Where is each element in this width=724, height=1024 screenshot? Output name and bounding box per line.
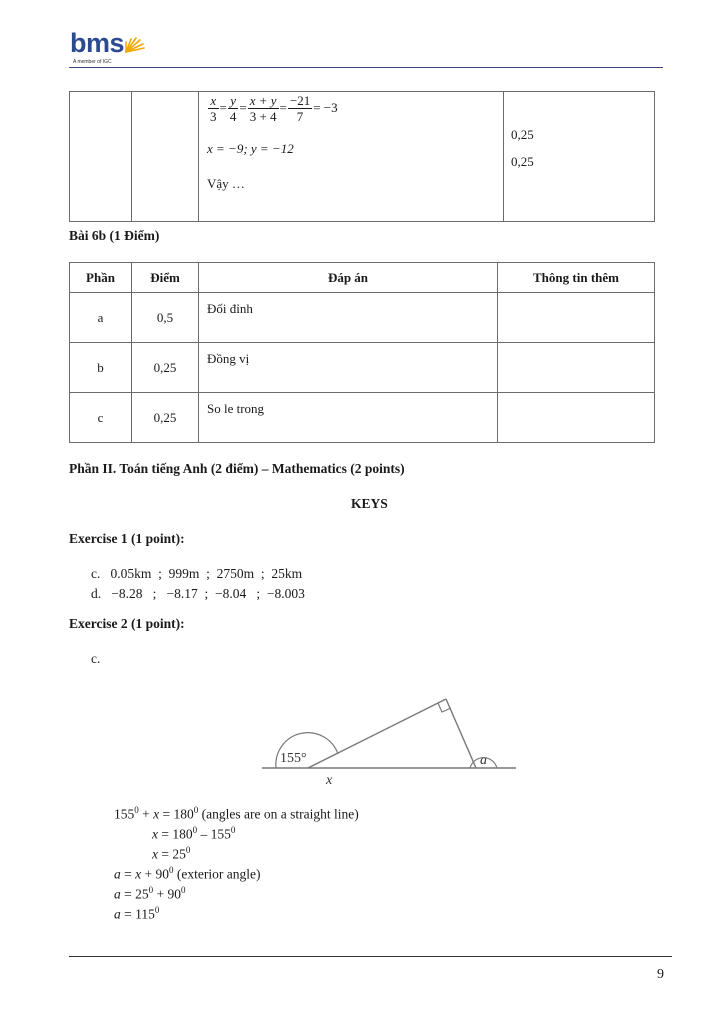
degree-sup: 0 xyxy=(193,805,199,815)
sunburst-icon xyxy=(122,30,148,56)
exercise1-heading: Exercise 1 (1 point): xyxy=(69,531,185,546)
conclusion-text: Vậy … xyxy=(207,176,245,191)
equals-sign: = xyxy=(279,99,287,115)
math-variable: x xyxy=(152,846,158,862)
degree-sup: 0 xyxy=(169,865,174,875)
math-text: = 180 xyxy=(159,806,194,822)
angle-label-x: x xyxy=(326,773,333,784)
exercise2-heading: Exercise 2 (1 point): xyxy=(69,616,185,631)
score-cell: 0,25 xyxy=(132,393,199,443)
table-cell xyxy=(132,92,199,222)
info-cell xyxy=(498,293,655,343)
answer-cell: So le trong xyxy=(199,393,498,443)
table-row xyxy=(70,92,655,222)
item-text: 0.05km ; 999m ; 2750m ; 25km xyxy=(110,566,303,581)
math-text: = 25 xyxy=(120,886,149,902)
part-cell: b xyxy=(70,343,132,393)
exercise2-item-c: c. xyxy=(91,651,101,666)
fraction-numerator: x + y xyxy=(248,94,279,109)
solution-line-6 xyxy=(114,905,159,923)
table-row xyxy=(70,393,655,443)
footer-divider xyxy=(69,956,672,957)
math-text: – 155 xyxy=(197,826,231,842)
math-text: = 25 xyxy=(158,846,186,862)
column-header: Đáp án xyxy=(199,263,498,293)
equation-result: = −3 xyxy=(313,99,338,115)
equals-sign: = xyxy=(219,99,227,115)
section-heading-6b: Bài 6b (1 Điểm) xyxy=(69,228,160,243)
table-row xyxy=(70,293,655,343)
solution-values: x = −9; y = −12 xyxy=(207,141,294,156)
table-row xyxy=(70,343,655,393)
math-variable: a xyxy=(114,866,121,882)
score-value: 0,25 xyxy=(511,154,534,169)
keys-heading: KEYS xyxy=(351,496,388,511)
angle-label-155: 155° xyxy=(280,751,307,766)
degree-sup: 0 xyxy=(230,825,236,835)
ratio-equation xyxy=(207,94,503,130)
fraction-denominator: 4 xyxy=(229,109,237,124)
bms-logo xyxy=(70,28,170,68)
part-cell: a xyxy=(70,293,132,343)
fraction-denominator: 3 + 4 xyxy=(249,109,277,124)
score-cell xyxy=(504,92,655,222)
info-cell xyxy=(498,343,655,393)
triangle-side xyxy=(308,699,446,768)
degree-sup: 0 xyxy=(192,825,198,835)
header-divider xyxy=(69,67,663,68)
math-text: = 115 xyxy=(120,906,155,922)
item-text: −8.28 ; −8.17 ; −8.04 ; −8.003 xyxy=(111,586,305,601)
math-text: = 180 xyxy=(158,826,193,842)
math-variable: a xyxy=(114,886,121,902)
degree-sup: 0 xyxy=(148,885,154,895)
solution-cell xyxy=(199,92,504,222)
triangle-diagram xyxy=(258,692,520,784)
item-label: d. xyxy=(91,586,102,601)
math-text: + xyxy=(138,806,154,822)
math-text: = xyxy=(120,866,136,882)
solution-line-2 xyxy=(152,825,235,843)
table-header-row xyxy=(70,263,655,293)
page-number: 9 xyxy=(657,967,664,982)
item-label: c. xyxy=(91,566,101,581)
exercise1-item-d xyxy=(91,586,305,602)
degree-sup: 0 xyxy=(134,805,139,815)
solution-line-1 xyxy=(114,805,359,823)
column-header: Thông tin thêm xyxy=(498,263,655,293)
column-header: Điểm xyxy=(132,263,199,293)
math-variable: a xyxy=(114,906,121,922)
triangle-side xyxy=(446,699,476,768)
degree-sup: 0 xyxy=(185,845,191,855)
part2-heading: Phần II. Toán tiếng Anh (2 điểm) – Mathematics (2 points) xyxy=(69,461,405,476)
angle-label-a: a xyxy=(480,753,487,768)
answer-table-6b xyxy=(69,262,655,443)
fraction-numerator: y xyxy=(228,94,239,109)
logo-text: bms xyxy=(70,28,125,58)
math-text: (angles are on a straight line) xyxy=(198,806,359,822)
score-cell: 0,5 xyxy=(132,293,199,343)
math-text: + 90 xyxy=(141,866,169,882)
math-variable: x xyxy=(135,866,142,882)
table-cell xyxy=(70,92,132,222)
solution-line-5 xyxy=(114,885,186,903)
column-header: Phần xyxy=(70,263,132,293)
part-cell: c xyxy=(70,393,132,443)
answer-table-continued xyxy=(69,91,655,222)
math-variable: x xyxy=(153,806,160,822)
fraction-numerator: −21 xyxy=(289,93,311,108)
math-text: + 90 xyxy=(153,886,181,902)
fraction-denominator: 7 xyxy=(296,109,304,124)
solution-line-3 xyxy=(152,845,190,863)
math-text: 155 xyxy=(114,806,135,822)
degree-sup: 0 xyxy=(154,905,160,915)
exercise1-item-c xyxy=(91,566,302,582)
score-cell: 0,25 xyxy=(132,343,199,393)
logo-subtitle: A member of IGC xyxy=(73,59,112,65)
solution-line-4 xyxy=(114,865,260,883)
fraction-denominator: 3 xyxy=(210,109,217,124)
equals-sign: = xyxy=(239,99,247,115)
score-value: 0,25 xyxy=(511,127,534,142)
answer-cell: Đồng vị xyxy=(199,343,498,393)
fraction-numerator: x xyxy=(208,94,219,109)
degree-sup: 0 xyxy=(181,885,186,895)
math-variable: x xyxy=(152,826,158,842)
math-text: (exterior angle) xyxy=(173,866,261,882)
info-cell xyxy=(498,393,655,443)
answer-cell: Đối đỉnh xyxy=(199,293,498,343)
